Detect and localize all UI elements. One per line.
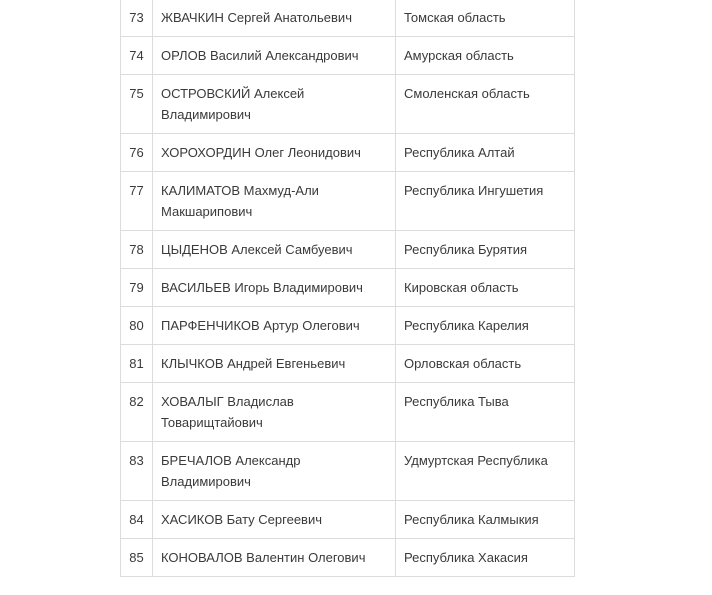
region-name: Кировская область <box>396 269 575 307</box>
region-name: Республика Карелия <box>396 307 575 345</box>
table-row <box>121 269 575 307</box>
region-name: Республика Бурятия <box>396 231 575 269</box>
row-number: 77 <box>121 172 153 231</box>
row-number: 82 <box>121 383 153 442</box>
table-row <box>121 172 575 231</box>
table-row <box>121 307 575 345</box>
region-name: Республика Тыва <box>396 383 575 442</box>
person-name: ПАРФЕНЧИКОВ Артур Олегович <box>153 307 396 345</box>
row-number: 75 <box>121 75 153 134</box>
person-name: КОНОВАЛОВ Валентин Олегович <box>153 539 396 577</box>
row-number: 79 <box>121 269 153 307</box>
governors-table <box>120 0 575 577</box>
row-number: 81 <box>121 345 153 383</box>
person-name: КАЛИМАТОВ Махмуд-Али Макшарипович <box>153 172 396 231</box>
person-name: ХОРОХОРДИН Олег Леонидович <box>153 134 396 172</box>
table-row <box>121 134 575 172</box>
region-name: Томская область <box>396 0 575 37</box>
row-number: 74 <box>121 37 153 75</box>
region-name: Орловская область <box>396 345 575 383</box>
person-name: ВАСИЛЬЕВ Игорь Владимирович <box>153 269 396 307</box>
row-number: 73 <box>121 0 153 37</box>
table-row <box>121 501 575 539</box>
region-name: Республика Алтай <box>396 134 575 172</box>
row-number: 83 <box>121 442 153 501</box>
region-name: Республика Калмыкия <box>396 501 575 539</box>
table-row <box>121 37 575 75</box>
table-row <box>121 75 575 134</box>
person-name: ОСТРОВСКИЙ Алексей Владимирович <box>153 75 396 134</box>
person-name: ХОВАЛЫГ Владислав Товарищтайович <box>153 383 396 442</box>
region-name: Смоленская область <box>396 75 575 134</box>
row-number: 84 <box>121 501 153 539</box>
row-number: 76 <box>121 134 153 172</box>
person-name: ХАСИКОВ Бату Сергеевич <box>153 501 396 539</box>
table-body <box>121 0 575 577</box>
table-row <box>121 231 575 269</box>
table-row <box>121 0 575 37</box>
table-row <box>121 539 575 577</box>
region-name: Республика Ингушетия <box>396 172 575 231</box>
row-number: 85 <box>121 539 153 577</box>
person-name: ЦЫДЕНОВ Алексей Самбуевич <box>153 231 396 269</box>
table-row <box>121 442 575 501</box>
person-name: ОРЛОВ Василий Александрович <box>153 37 396 75</box>
region-name: Амурская область <box>396 37 575 75</box>
region-name: Удмуртская Республика <box>396 442 575 501</box>
region-name: Республика Хакасия <box>396 539 575 577</box>
governors-table-container <box>120 0 575 577</box>
person-name: КЛЫЧКОВ Андрей Евгеньевич <box>153 345 396 383</box>
person-name: ЖВАЧКИН Сергей Анатольевич <box>153 0 396 37</box>
table-row <box>121 383 575 442</box>
row-number: 78 <box>121 231 153 269</box>
table-row <box>121 345 575 383</box>
row-number: 80 <box>121 307 153 345</box>
person-name: БРЕЧАЛОВ Александр Владимирович <box>153 442 396 501</box>
